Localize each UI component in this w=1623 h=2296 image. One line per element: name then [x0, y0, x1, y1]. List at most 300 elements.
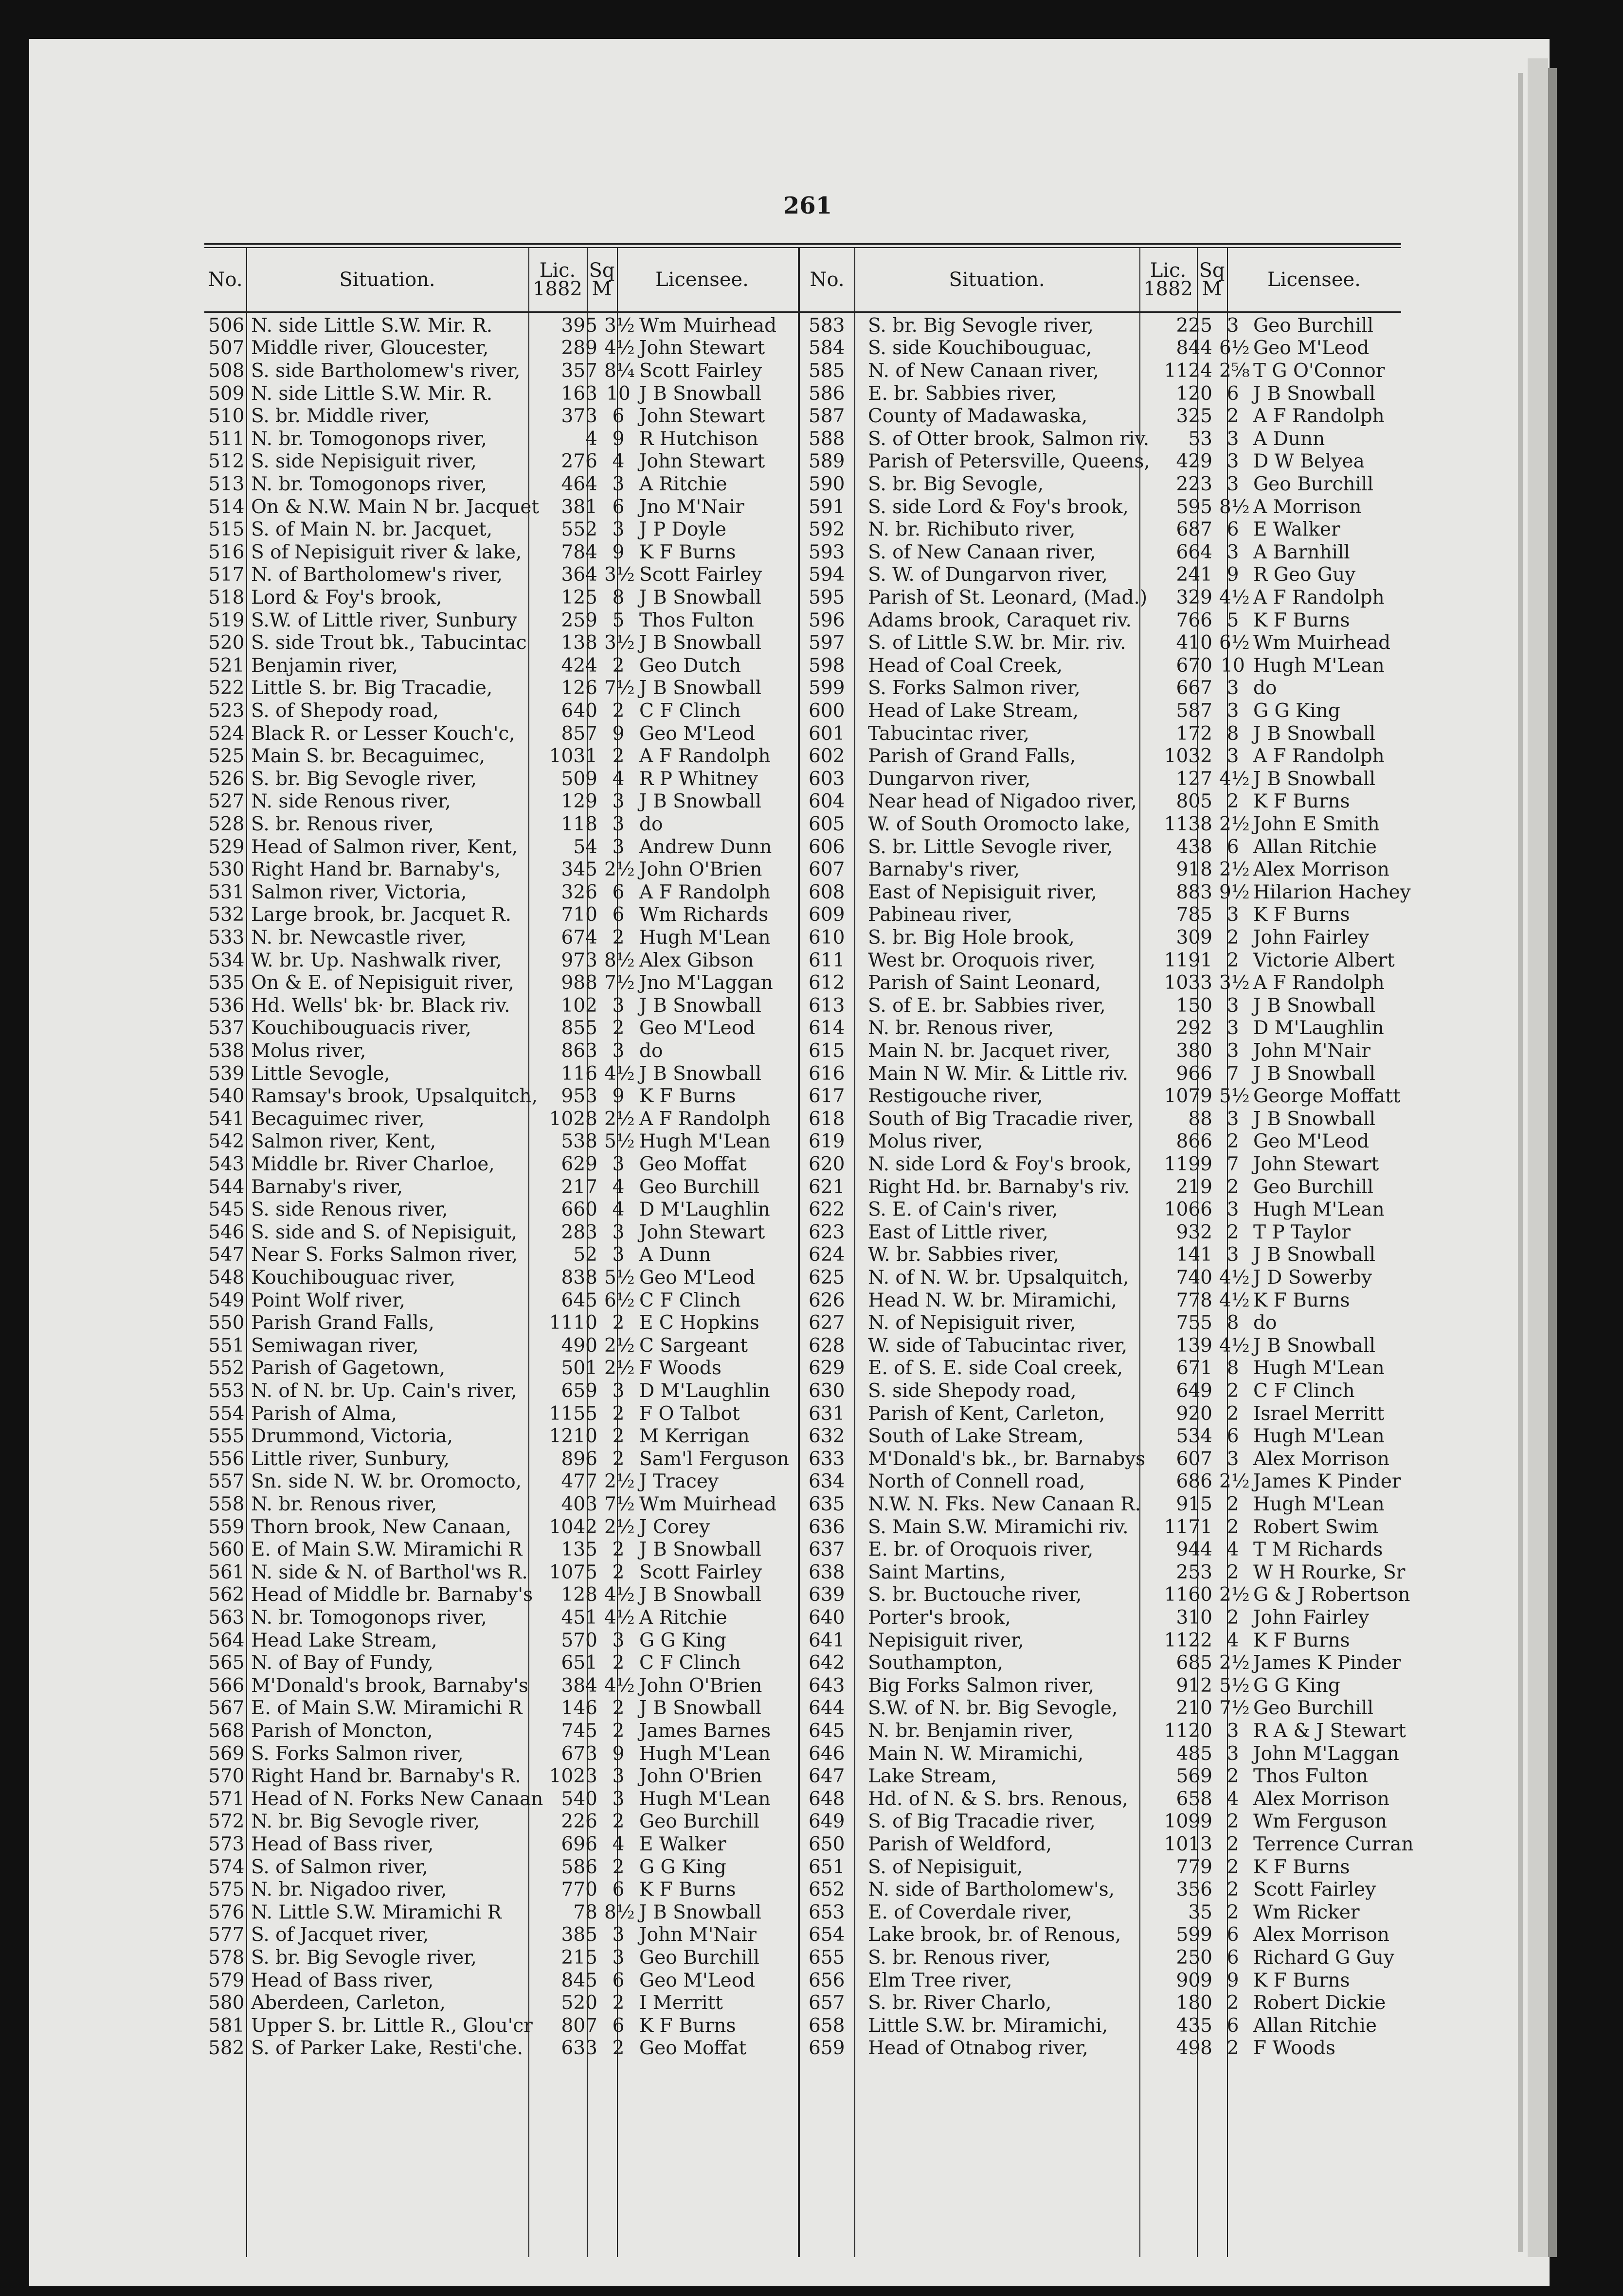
entry-number: 514 — [208, 496, 245, 518]
entry-square-miles: 6½ — [1219, 337, 1250, 359]
table-row — [800, 405, 1438, 428]
entry-square-miles: 6 — [612, 496, 625, 518]
entry-situation: Dungarvon river, — [868, 768, 1031, 790]
page-edge — [1528, 58, 1548, 2257]
header-lic-label: Lic. — [539, 259, 576, 282]
table-row — [800, 949, 1438, 972]
entry-licence: 932 — [1176, 1221, 1212, 1243]
entry-licensee: Allan Ritchie — [1253, 2014, 1377, 2037]
entry-number: 659 — [809, 2037, 845, 2060]
entry-number: 568 — [208, 1720, 245, 1742]
table-row — [800, 631, 1438, 654]
left-table — [204, 248, 798, 2267]
entry-number: 592 — [809, 519, 845, 541]
entry-square-miles: 3 — [1226, 1742, 1239, 1765]
entry-square-miles: 6 — [612, 1879, 625, 1901]
entry-licensee: Israel Merritt — [1253, 1402, 1385, 1425]
entry-licence: 385 — [561, 1924, 597, 1946]
entry-square-miles: 2 — [612, 926, 625, 949]
table-row — [204, 1720, 814, 1742]
table-row — [204, 904, 814, 927]
entry-square-miles: 6 — [1226, 836, 1239, 858]
entry-situation: Saint Martins, — [868, 1561, 1006, 1583]
entry-licensee: K F Burns — [639, 2014, 736, 2037]
entry-number: 580 — [208, 1992, 245, 2014]
entry-licensee: Geo Burchill — [639, 1811, 759, 1833]
table-row — [800, 1108, 1438, 1130]
entry-licence: 659 — [561, 1380, 597, 1402]
entry-licence: 552 — [561, 519, 597, 541]
entry-number: 620 — [809, 1153, 845, 1175]
entry-licence: 253 — [1176, 1561, 1212, 1583]
table-row — [800, 926, 1438, 949]
entry-number: 652 — [809, 1879, 845, 1901]
table-row — [204, 1221, 814, 1244]
header-rule — [204, 311, 798, 313]
entry-licence: 54 — [573, 836, 597, 858]
entry-licensee: Hugh M'Lean — [1253, 1357, 1385, 1380]
table-row — [204, 1969, 814, 1992]
entry-square-miles: 2 — [612, 1720, 625, 1742]
entry-number: 639 — [809, 1584, 845, 1606]
entry-number: 632 — [809, 1425, 845, 1448]
entry-number: 513 — [208, 473, 245, 495]
entry-number: 530 — [208, 859, 245, 881]
entry-licensee: Sam'l Ferguson — [639, 1448, 789, 1470]
entry-number: 607 — [809, 859, 845, 881]
entry-licence: 920 — [1176, 1402, 1212, 1425]
table-row — [204, 1108, 814, 1130]
entry-situation: N. of N. W. br. Upsalquitch, — [868, 1266, 1129, 1289]
entry-licensee: Thos Fulton — [1253, 1765, 1368, 1788]
table-row — [800, 382, 1438, 405]
table-row — [204, 2014, 814, 2037]
entry-number: 642 — [809, 1652, 845, 1674]
entry-situation: On & E. of Nepisiguit river, — [251, 972, 514, 994]
entry-licence: 671 — [1176, 1357, 1212, 1380]
entry-licensee: do — [1253, 677, 1277, 700]
entry-number: 508 — [208, 359, 245, 382]
entry-number: 575 — [208, 1879, 245, 1901]
table-row — [800, 858, 1438, 881]
entry-licensee: J B Snowball — [639, 586, 761, 609]
entry-situation: E. of S. E. side Coal creek, — [868, 1357, 1123, 1380]
entry-square-miles: 2½ — [1219, 813, 1250, 835]
entry-number: 625 — [809, 1266, 845, 1289]
entry-number: 539 — [208, 1062, 245, 1085]
entry-licence: 223 — [1176, 473, 1212, 495]
entry-licence: 1066 — [1164, 1199, 1212, 1221]
table-row — [800, 359, 1438, 382]
table-row — [800, 1471, 1438, 1493]
entry-situation: Kouchibouguacis river, — [251, 1017, 471, 1040]
entry-licence: 310 — [1176, 1606, 1212, 1629]
entry-number: 541 — [208, 1108, 245, 1130]
entry-situation: N. br. Nigadoo river, — [251, 1879, 447, 1901]
table-row — [800, 836, 1438, 859]
entry-situation: Big Forks Salmon river, — [868, 1674, 1094, 1697]
entry-licence: 435 — [1176, 2014, 1212, 2037]
entry-number: 574 — [208, 1856, 245, 1878]
entry-number: 549 — [208, 1289, 245, 1311]
entry-square-miles: 2 — [1226, 1176, 1239, 1198]
table-row — [204, 1629, 814, 1652]
entry-licence: 667 — [1176, 677, 1212, 700]
entry-licence: 1099 — [1164, 1811, 1212, 1833]
table-row — [204, 1765, 814, 1788]
entry-licence: 1079 — [1164, 1085, 1212, 1108]
table-row — [800, 473, 1438, 496]
entry-square-miles: 2½ — [604, 1357, 635, 1380]
entry-licensee: John Stewart — [639, 1221, 765, 1243]
entry-situation: S. br. Big Sevogle, — [868, 473, 1044, 495]
entry-number: 591 — [809, 496, 845, 518]
table-row — [204, 496, 814, 519]
entry-square-miles: 2 — [1226, 1561, 1239, 1583]
entry-situation: Parish of St. Leonard, (Mad.) — [868, 586, 1148, 609]
entry-square-miles: 6½ — [604, 1289, 635, 1311]
entry-licensee: R Geo Guy — [1253, 564, 1356, 586]
entry-licensee: E Walker — [639, 1833, 726, 1855]
entry-licensee: Wm Ferguson — [1253, 1811, 1387, 1833]
entry-square-miles: 4½ — [1219, 586, 1250, 609]
entry-licensee: Geo Burchill — [1253, 314, 1373, 337]
entry-square-miles: 8½ — [1219, 496, 1250, 518]
entry-licence: 215 — [561, 1946, 597, 1969]
entry-number: 585 — [809, 359, 845, 382]
entry-licence: 250 — [1176, 1946, 1212, 1969]
entry-licensee: D W Belyea — [1253, 450, 1365, 473]
entry-square-miles: 2 — [1226, 1856, 1239, 1878]
entry-licensee: J B Snowball — [639, 1539, 761, 1561]
entry-square-miles: 4½ — [604, 1674, 635, 1697]
entry-licence: 364 — [561, 564, 597, 586]
header-lic-year: 1882 — [533, 278, 582, 300]
entry-situation: Elm Tree river, — [868, 1969, 1012, 1991]
entry-licence: 785 — [1176, 904, 1212, 926]
entry-licensee: A Ritchie — [639, 1606, 727, 1629]
entry-situation: Head of Coal Creek, — [868, 654, 1063, 677]
entry-licence: 953 — [561, 1085, 597, 1108]
entry-licence: 651 — [561, 1652, 597, 1674]
entry-number: 548 — [208, 1266, 245, 1289]
entry-licence: 219 — [1176, 1176, 1212, 1198]
entry-licensee: K F Burns — [1253, 1856, 1350, 1878]
entry-licence: 1210 — [549, 1425, 597, 1448]
entry-licensee: John Stewart — [639, 405, 765, 428]
entry-square-miles: 2 — [612, 745, 625, 768]
entry-number: 657 — [809, 1992, 845, 2014]
entry-licensee: Alex Morrison — [1253, 1788, 1389, 1810]
entry-number: 640 — [809, 1606, 845, 1629]
table-row — [204, 1584, 814, 1607]
header-licensee: Licensee. — [655, 269, 749, 291]
entry-situation: S. br. Renous river, — [868, 1946, 1051, 1969]
entry-number: 554 — [208, 1402, 245, 1425]
entry-licensee: J B Snowball — [1253, 382, 1375, 405]
entry-licensee: do — [639, 1040, 663, 1062]
entry-situation: Nepisiguit river, — [868, 1629, 1024, 1651]
entry-licensee: Hugh M'Lean — [1253, 1493, 1385, 1515]
entry-licensee: G G King — [1253, 700, 1340, 722]
entry-situation: N. br. Big Sevogle river, — [251, 1811, 480, 1833]
table-row — [800, 722, 1438, 745]
entry-number: 644 — [809, 1697, 845, 1720]
table-row — [800, 1969, 1438, 1992]
entry-number: 542 — [208, 1130, 245, 1153]
entry-licensee: Richard G Guy — [1253, 1946, 1394, 1969]
entry-licence: 477 — [561, 1471, 597, 1493]
entry-number: 566 — [208, 1674, 245, 1697]
entry-square-miles: 9 — [1226, 564, 1239, 586]
entry-situation: S. of Big Tracadie river, — [868, 1811, 1096, 1833]
entry-licence: 1138 — [1164, 813, 1212, 835]
entry-square-miles: 2 — [612, 1402, 625, 1425]
entry-situation: E. br. of Oroquois river, — [868, 1539, 1094, 1561]
entry-licence: 1160 — [1164, 1584, 1212, 1606]
table-row — [204, 949, 814, 972]
table-row — [204, 1176, 814, 1199]
entry-square-miles: 2½ — [604, 859, 635, 881]
entry-licensee: D M'Laughlin — [639, 1380, 770, 1402]
entry-number: 526 — [208, 768, 245, 790]
entry-number: 521 — [208, 654, 245, 677]
entry-number: 650 — [809, 1833, 845, 1855]
entry-licensee: M Kerrigan — [639, 1425, 750, 1448]
entry-situation: N. Little S.W. Miramichi R — [251, 1901, 502, 1923]
entry-situation: Right Hand br. Barnaby's, — [251, 859, 501, 881]
entry-licence: 770 — [561, 1879, 597, 1901]
entry-licence: 357 — [561, 359, 597, 382]
entry-number: 590 — [809, 473, 845, 495]
entry-number: 631 — [809, 1402, 845, 1425]
entry-square-miles: 8 — [1226, 722, 1239, 745]
entry-number: 517 — [208, 564, 245, 586]
entry-licensee: W H Rourke, Sr — [1253, 1561, 1406, 1583]
entry-number: 562 — [208, 1584, 245, 1606]
entry-licence: 150 — [1176, 994, 1212, 1017]
header-licensee: Licensee. — [1267, 269, 1361, 291]
entry-situation: W. br. Up. Nashwalk river, — [251, 949, 502, 971]
entry-situation: N. br. Renous river, — [868, 1017, 1054, 1040]
entry-licence: 805 — [1176, 790, 1212, 813]
entry-square-miles: 2 — [1226, 2037, 1239, 2060]
entry-number: 648 — [809, 1788, 845, 1810]
entry-number: 525 — [208, 745, 245, 768]
entry-licensee: John Stewart — [1253, 1153, 1379, 1175]
table-row — [800, 1991, 1438, 2014]
entry-licence: 778 — [1176, 1289, 1212, 1311]
entry-licensee: C F Clinch — [639, 1652, 741, 1674]
entry-number: 587 — [809, 405, 845, 428]
entry-situation: Barnaby's river, — [251, 1176, 403, 1198]
entry-situation: Head of Middle br. Barnaby's — [251, 1584, 533, 1606]
entry-licensee: A F Randolph — [1253, 586, 1385, 609]
entry-square-miles: 2 — [1226, 790, 1239, 813]
entry-situation: East of Nepisiguit river, — [868, 881, 1097, 903]
table-row — [800, 1788, 1438, 1811]
entry-licence: 292 — [1176, 1017, 1212, 1040]
entry-square-miles: 3 — [612, 1221, 625, 1243]
entry-number: 582 — [208, 2037, 245, 2060]
entry-number: 567 — [208, 1697, 245, 1720]
entry-licensee: Hugh M'Lean — [1253, 1425, 1385, 1448]
entry-licence: 520 — [561, 1992, 597, 2014]
entry-square-miles: 6 — [1226, 519, 1239, 541]
entry-licence: 745 — [561, 1720, 597, 1742]
table-row — [204, 1289, 814, 1312]
entry-number: 614 — [809, 1017, 845, 1040]
entry-number: 615 — [809, 1040, 845, 1062]
entry-square-miles: 9 — [612, 541, 625, 563]
entry-square-miles: 4 — [612, 1176, 625, 1198]
table-row — [204, 564, 814, 587]
entry-situation: Molus river, — [251, 1040, 366, 1062]
entry-licensee: A F Randolph — [1253, 745, 1385, 768]
table-row — [204, 722, 814, 745]
table-row — [204, 1130, 814, 1153]
table-row — [204, 518, 814, 541]
entry-situation: Little S. br. Big Tracadie, — [251, 677, 493, 700]
entry-number: 606 — [809, 836, 845, 858]
entry-square-miles: 2 — [1226, 1765, 1239, 1788]
entry-number: 637 — [809, 1539, 845, 1561]
table-row — [204, 359, 814, 382]
entry-licence: 241 — [1176, 564, 1212, 586]
entry-licensee: John O'Brien — [639, 859, 762, 881]
entry-licensee: A Morrison — [1253, 496, 1362, 518]
entry-number: 600 — [809, 700, 845, 722]
entry-licence: 283 — [561, 1221, 597, 1243]
entry-number: 560 — [208, 1539, 245, 1561]
entry-licensee: C Sargeant — [639, 1334, 748, 1357]
entry-licence: 784 — [561, 541, 597, 563]
entry-square-miles: 7½ — [604, 677, 635, 700]
entry-situation: N. of New Canaan river, — [868, 359, 1099, 382]
entry-licensee: Jno M'Nair — [639, 496, 744, 518]
entry-licensee: K F Burns — [639, 1085, 736, 1108]
entry-situation: Lake brook, br. of Renous, — [868, 1924, 1121, 1946]
entry-situation: E. of Main S.W. Miramichi R — [251, 1539, 523, 1561]
table-row — [800, 1561, 1438, 1584]
table-row — [204, 631, 814, 654]
entry-square-miles: 3 — [1226, 1108, 1239, 1130]
entry-licensee: Terrence Curran — [1253, 1833, 1414, 1855]
entry-square-miles: 3 — [612, 1765, 625, 1788]
table-row — [204, 1471, 814, 1493]
entry-licensee: I Merritt — [639, 1992, 723, 2014]
entry-square-miles: 6½ — [1219, 632, 1250, 654]
entry-square-miles: 3 — [1226, 904, 1239, 926]
entry-licence: 35 — [1188, 1901, 1212, 1923]
entry-number: 612 — [809, 972, 845, 994]
entry-licensee: Geo Burchill — [1253, 1176, 1373, 1198]
entry-situation: South of Big Tracadie river, — [868, 1108, 1134, 1130]
entry-number: 506 — [208, 314, 245, 337]
entry-square-miles: 3 — [612, 1946, 625, 1969]
entry-licence: 309 — [1176, 926, 1212, 949]
entry-number: 543 — [208, 1153, 245, 1175]
entry-number: 643 — [809, 1674, 845, 1697]
entry-situation: Lake Stream, — [868, 1765, 997, 1788]
entry-square-miles: 6 — [1226, 1425, 1239, 1448]
table-row — [204, 1311, 814, 1334]
entry-licence: 629 — [561, 1153, 597, 1175]
entry-licence: 126 — [561, 677, 597, 700]
entry-licence: 658 — [1176, 1788, 1212, 1810]
table-row — [204, 1266, 814, 1289]
table-row — [204, 1017, 814, 1040]
entry-square-miles: 3 — [1226, 450, 1239, 473]
entry-licence: 451 — [561, 1606, 597, 1629]
entry-number: 511 — [208, 428, 245, 450]
entry-licensee: Jno M'Laggan — [639, 972, 773, 994]
entry-square-miles: 4 — [612, 768, 625, 790]
entry-situation: S. E. of Cain's river, — [868, 1199, 1058, 1221]
entry-licensee: Wm Muirhead — [639, 1493, 777, 1515]
entry-licensee: J B Snowball — [1253, 1244, 1375, 1266]
entry-number: 628 — [809, 1334, 845, 1357]
entry-situation: Salmon river, Kent, — [251, 1130, 436, 1153]
entry-licence: 139 — [1176, 1334, 1212, 1357]
entry-square-miles: 3 — [1226, 745, 1239, 768]
entry-situation: Right Hd. br. Barnaby's riv. — [868, 1176, 1130, 1198]
entry-situation: S. side Renous river, — [251, 1199, 448, 1221]
table-row — [800, 1357, 1438, 1380]
entry-square-miles: 3 — [1226, 1017, 1239, 1040]
entry-licensee: J B Snowball — [639, 1697, 761, 1720]
table-row — [204, 1062, 814, 1085]
entry-licence: 116 — [561, 1062, 597, 1085]
entry-licence: 1031 — [549, 745, 597, 768]
entry-licence: 163 — [561, 382, 597, 405]
entry-licensee: Alex Gibson — [639, 949, 754, 971]
entry-licence: 909 — [1176, 1969, 1212, 1991]
entry-square-miles: 4½ — [1219, 1289, 1250, 1311]
entry-square-miles: 6 — [1226, 1946, 1239, 1969]
table-row — [204, 586, 814, 609]
entry-licence: 664 — [1176, 541, 1212, 563]
entry-situation: North of Connell road, — [868, 1471, 1085, 1493]
table-row — [800, 994, 1438, 1017]
table-row — [800, 971, 1438, 994]
table-row — [800, 1606, 1438, 1629]
entry-licence: 373 — [561, 405, 597, 428]
table-row — [800, 1811, 1438, 1833]
table-row — [800, 1651, 1438, 1674]
table-row — [204, 541, 814, 564]
table-row — [800, 541, 1438, 564]
entry-square-miles: 2 — [1226, 1992, 1239, 2014]
entry-square-miles: 2 — [1226, 926, 1239, 949]
header-lic-year: 1882 — [1143, 278, 1193, 300]
entry-situation: Lord & Foy's brook, — [251, 586, 442, 609]
entry-licence: 766 — [1176, 609, 1212, 631]
table-row — [800, 1856, 1438, 1879]
entry-situation: Main N W. Mir. & Little riv. — [868, 1062, 1129, 1085]
table-row — [800, 1130, 1438, 1153]
table-row — [800, 1153, 1438, 1176]
entry-situation: Southampton, — [868, 1652, 1003, 1674]
table-row — [800, 1833, 1438, 1856]
entry-number: 589 — [809, 450, 845, 473]
entry-situation: S. of Parker Lake, Resti'che. — [251, 2037, 523, 2060]
entry-licensee: Alex Morrison — [1253, 1448, 1389, 1470]
entry-licence: 78 — [573, 1901, 597, 1923]
entry-square-miles: 2 — [612, 1697, 625, 1720]
entry-square-miles: 2 — [612, 1539, 625, 1561]
entry-licence: 857 — [561, 722, 597, 745]
